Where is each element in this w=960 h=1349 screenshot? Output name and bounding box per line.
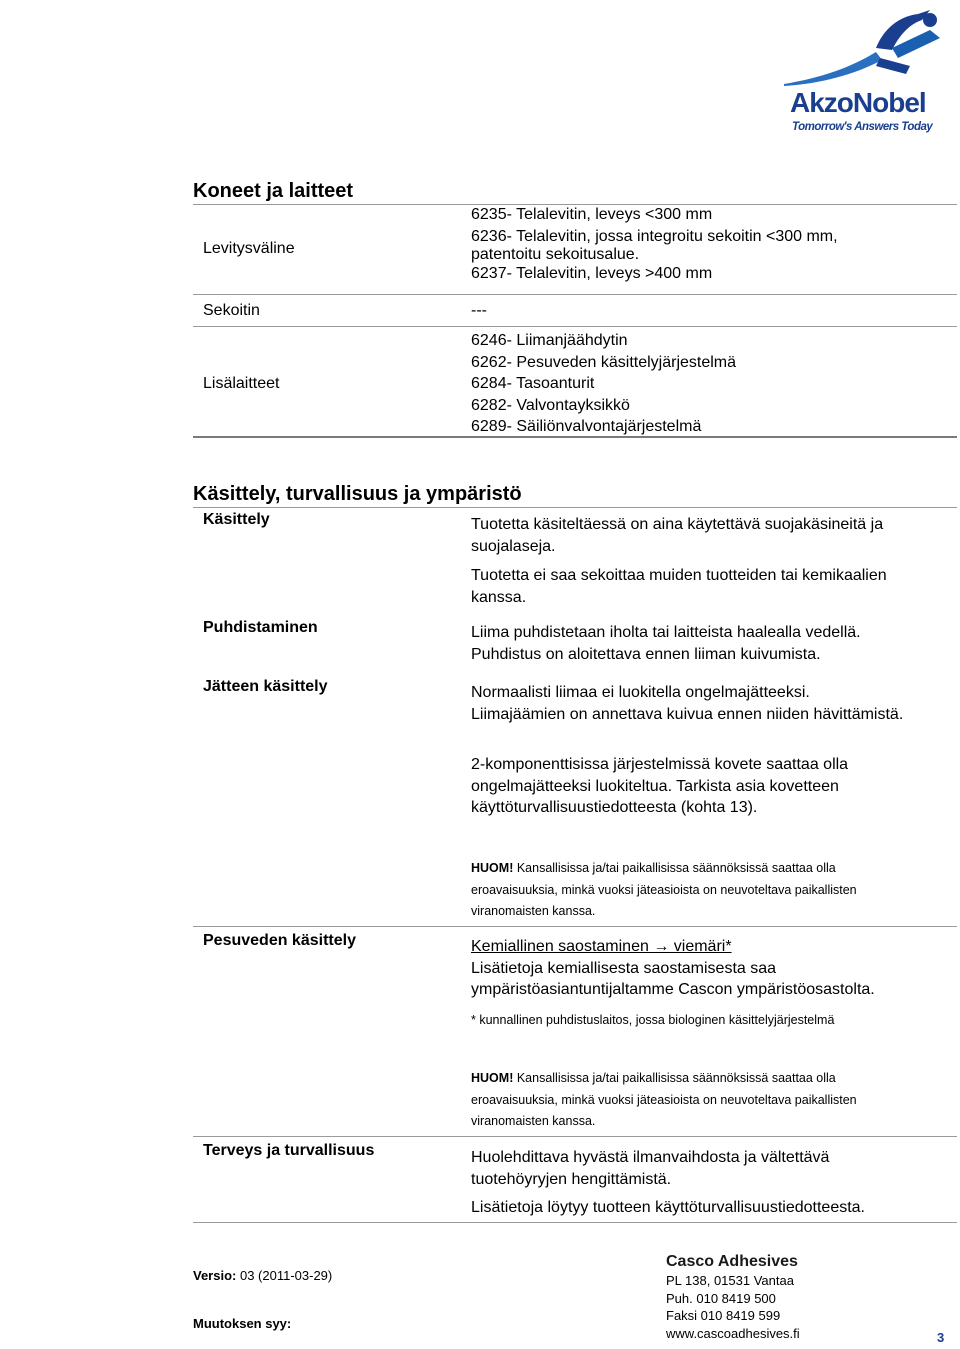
handling-title: Käsittely, turvallisuus ja ympäristö [193, 483, 522, 505]
akzonobel-logo [780, 8, 952, 138]
levitysvaline-label: Levitysväline [203, 240, 295, 257]
fax: Faksi 010 8419 599 [666, 1308, 781, 1323]
note-line: viranomaisten kanssa. [471, 904, 596, 918]
divider [193, 326, 957, 327]
text-line: käyttöturvallisuustiedotteesta (kohta 13). [471, 799, 758, 816]
company-name: Casco Adhesives [666, 1253, 798, 1270]
text-line: Lisätietoja kemiallisesta saostamisesta saa [471, 959, 777, 977]
text-line: ongelmajätteeksi luokiteltua. Tarkista asia kovetteen [471, 777, 839, 795]
text-line: Normaalisti liimaa ei luokitella ongelmajätteeksi. [471, 684, 810, 701]
divider [193, 1222, 957, 1223]
value-line: 6282- Valvontayksikkö [471, 396, 630, 414]
version-value: 03 (2011-03-29) [236, 1268, 333, 1283]
note-line: eroavaisuuksia, minkä vuoksi jäteasioista on neuvoteltava paikallisten [471, 1092, 857, 1107]
jatteen-text [471, 682, 903, 725]
address: PL 138, 01531 Vantaa [666, 1273, 794, 1288]
pesuvesi-note [471, 1068, 857, 1133]
value-line: 6284- Tasoanturit [471, 375, 595, 392]
note-line: viranomaisten kanssa. [471, 1114, 596, 1128]
text-line: Liima puhdistetaan iholta tai laitteista haalealla vedellä. [471, 624, 861, 641]
value-line: 6246- Liimanjäähdytin [471, 332, 628, 349]
lisalaitteet-values [471, 330, 736, 438]
jatteen-label: Jätteen käsittely [203, 678, 328, 695]
value-line: 6262- Pesuveden käsittelyjärjestelmä [471, 353, 737, 371]
company-contact [666, 1272, 800, 1342]
jatteen-text-2 [471, 754, 848, 819]
kasittely-label: Käsittely [203, 511, 270, 528]
text-line: ympäristöasiantuntijaltamme Cascon ympäristöosastolta. [471, 981, 875, 998]
saostaminen-link[interactable]: Kemiallinen saostaminen → viemäri* [471, 938, 732, 955]
pesuvesi-text [471, 936, 875, 1001]
text-line: tuotehöyryjen hengittämistä. [471, 1170, 672, 1188]
pesuvesi-label: Pesuveden käsittely [203, 932, 356, 949]
jatteen-note [471, 858, 857, 923]
phone: Puh. 010 8419 500 [666, 1290, 776, 1306]
version-label: Versio: [193, 1268, 237, 1283]
text-line: Liimajäämien on annettava kuivua ennen niiden hävittämistä. [471, 705, 904, 723]
sekoitin-value: --- [471, 302, 487, 319]
brand-name: AkzoNobel [790, 87, 926, 118]
page-number: 3 [937, 1330, 945, 1345]
machines-title: Koneet ja laitteet [193, 180, 354, 202]
value-line: 6235- Telalevitin, leveys <300 mm [471, 206, 713, 223]
divider [193, 436, 957, 438]
sekoitin-label: Sekoitin [203, 302, 260, 319]
note-first: Kansallisissa ja/tai paikallisissa säännöksissä saattaa olla [513, 861, 836, 875]
value-line: 6237- Telalevitin, leveys >400 mm [471, 265, 713, 282]
kasittely-text [471, 514, 887, 608]
text-line: Lisätietoja löytyy tuotteen käyttöturvallisuustiedotteesta. [471, 1199, 865, 1216]
divider [193, 507, 957, 508]
note-first: Kansallisissa ja/tai paikallisissa säännöksissä saattaa olla [513, 1071, 836, 1085]
divider [193, 926, 957, 927]
flying-figure-icon [780, 8, 952, 90]
website-link[interactable]: www.cascoadhesives.fi [666, 1325, 800, 1341]
value-line: patentoitu sekoitusalue. [471, 246, 640, 263]
text-line: Tuotetta käsiteltäessä on aina käytettävä suojakäsineitä ja [471, 516, 884, 533]
change-reason-label: Muutoksen syy: [193, 1316, 292, 1331]
value-line: 6236- Telalevitin, jossa integroitu sekoitin <300 mm, [471, 227, 838, 245]
text-line: Puhdistus on aloitettava ennen liiman kuivumista. [471, 645, 821, 663]
text-line: Huolehdittava hyvästä ilmanvaihdosta ja vältettävä [471, 1149, 830, 1166]
text-line: Tuotetta ei saa sekoittaa muiden tuotteiden tai kemikaalien [471, 567, 887, 584]
note-line: eroavaisuuksia, minkä vuoksi jäteasioista on neuvoteltava paikallisten [471, 882, 857, 897]
brand-tagline: Tomorrow's Answers Today [792, 121, 933, 133]
lisalaitteet-label: Lisälaitteet [203, 375, 280, 392]
note-line [471, 858, 857, 880]
text-line: 2-komponenttisissa järjestelmissä kovete saattaa olla [471, 756, 849, 773]
puhdistaminen-label: Puhdistaminen [203, 619, 318, 636]
note-bold: HUOM! [471, 1071, 514, 1085]
value-line: 6289- Säiliönvalvontajärjestelmä [471, 418, 702, 435]
pesuvesi-footnote: * kunnallinen puhdistuslaitos, jossa biologinen käsittelyjärjestelmä [471, 1013, 835, 1027]
terveys-text [471, 1147, 865, 1219]
levitysvaline-values [471, 204, 838, 285]
version-info [193, 1268, 332, 1283]
terveys-label: Terveys ja turvallisuus [203, 1142, 375, 1159]
text-line: kanssa. [471, 588, 527, 606]
divider [193, 294, 957, 295]
divider [193, 1136, 957, 1137]
note-line [471, 1068, 857, 1090]
note-bold: HUOM! [471, 861, 514, 875]
text-line: suojalaseja. [471, 537, 556, 555]
puhdistaminen-text [471, 622, 861, 665]
